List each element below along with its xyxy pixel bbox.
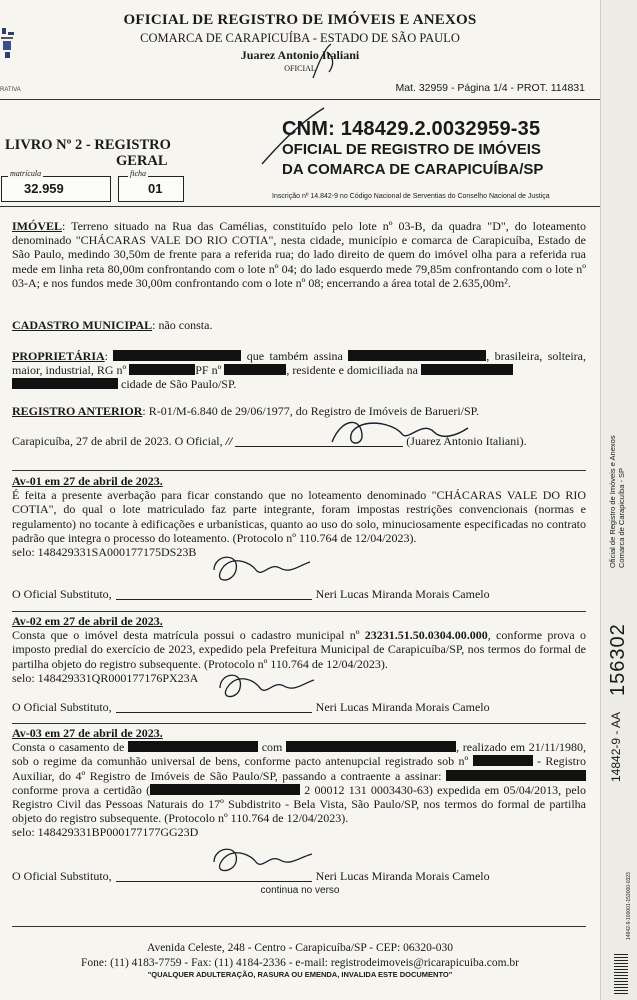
continua-no-verso: continua no verso bbox=[260, 885, 340, 896]
office-subtitle: COMARCA DE CARAPICUÍBA - ESTADO DE SÃO PAULO bbox=[140, 31, 460, 45]
footer-divider bbox=[12, 926, 586, 927]
opening-place-date: Carapicuíba, 27 de abril de 2023. O Oficial, bbox=[12, 434, 223, 448]
redacted-block bbox=[224, 364, 286, 375]
redacted-block bbox=[348, 350, 486, 361]
footer-contact: Fone: (11) 4183-7759 - Fax: (11) 4184-2336 - e-mail: registrodeimoveis@ricarapicuiba.com.br bbox=[81, 957, 519, 969]
registro-anterior-label: REGISTRO ANTERIOR bbox=[12, 404, 143, 418]
officer-role: OFICIAL bbox=[284, 64, 316, 73]
side-office-line2: Comarca de Carapicuíba - SP bbox=[617, 467, 626, 568]
av01-sign-label: O Oficial Substituto, bbox=[12, 587, 112, 601]
opening-paragraph bbox=[12, 434, 586, 448]
side-code: 14842-9 - AA bbox=[609, 711, 623, 782]
proprietaria-label: PROPRIETÁRIA bbox=[12, 349, 105, 363]
imovel-label: IMÓVEL bbox=[12, 219, 63, 233]
proprietaria-text-2: que também assina bbox=[246, 349, 343, 363]
proprietaria-text-6: , residente e domiciliada na bbox=[286, 363, 418, 378]
av03-title: Av-03 em 27 de abril de 2023. bbox=[12, 726, 163, 740]
cnm-office-line1: OFICIAL DE REGISTRO DE IMÓVEIS bbox=[282, 141, 541, 158]
proprietaria-text-3: , brasileira, bbox=[486, 349, 543, 363]
av02-selo: selo: 148429331QR000177176PX23A bbox=[12, 670, 199, 685]
av02-title: Av-02 em 27 de abril de 2023. bbox=[12, 614, 163, 628]
footer-warning: "QUALQUER ADULTERAÇÃO, RASURA OU EMENDA, INVALIDA ESTE DOCUMENTO" bbox=[147, 970, 453, 979]
av03-entry bbox=[12, 726, 586, 840]
av03-signature-line bbox=[116, 881, 312, 882]
av01-entry bbox=[12, 474, 586, 559]
footer-address: Avenida Celeste, 248 - Centro - Carapicuíba/SP - CEP: 06320-030 bbox=[147, 942, 453, 954]
av01-title: Av-01 em 27 de abril de 2023. bbox=[12, 474, 163, 488]
matricula-label: matrícula bbox=[10, 169, 42, 178]
header-signature bbox=[305, 42, 345, 80]
proprietaria-paragraph bbox=[12, 349, 586, 392]
opening-signer: (Juarez Antonio Italiani). bbox=[406, 434, 527, 448]
imovel-text: : Terreno situado na Rua das Camélias, constituído pelo lote nº 03-B, da quadra "D", do loteamento denominado "CHÁCARAS VALE DO RIO COTIA", nesta cidade, município e comarca de Carapicuíba, Estado de São Paulo, medindo 30,50m de frente para a referida rua; do lado direito de quem do imóvel olha para a referida rua mede em linha reta 80,00m confrontando com o lote nº 04; do lado esquerdo mede 79,85m confrontando com o lote nº 03-A; e nos fundos mede 30,00m confrontando com o lote nº 08; encerrando a área total de 2.635,00m². bbox=[12, 219, 586, 290]
opening-mark: // bbox=[225, 434, 233, 448]
matricula-value: 32.959 bbox=[24, 181, 64, 196]
av02-body-b: , conforme prova o imposto predial do exercício de 2023, expedido pela Prefeitura Municipal de Carapicuíba/SP, nos termos do formal de partilha objeto do registro subsequente. (Protocolo nº 110.764 de 12/04/2023). bbox=[12, 628, 586, 671]
redacted-block bbox=[286, 741, 456, 752]
av02-signature-line bbox=[116, 712, 312, 713]
av02-sign-name: Neri Lucas Miranda Morais Camelo bbox=[315, 700, 490, 714]
side-tiny-code: 14842-9-100001-153000-0323 bbox=[626, 872, 632, 940]
av02-body-a: Consta que o imóvel desta matrícula possui o cadastro municipal nº bbox=[12, 628, 365, 643]
entry-divider bbox=[12, 723, 586, 724]
redacted-block bbox=[150, 784, 300, 795]
officer-name: Juarez Antonio Italiani bbox=[240, 48, 360, 62]
ficha-label: ficha bbox=[130, 169, 146, 178]
av03-text-2: com bbox=[261, 740, 283, 755]
av03-text-3: , realizado em 21/11/1980, sob o regime da comunhão universal de bens, conforme pacto antenupcial registrado sob nº bbox=[12, 740, 586, 769]
matricula-page-protocol: Mat. 32959 - Página 1/4 - PROT. 114831 bbox=[395, 82, 585, 94]
ficha-value: 01 bbox=[148, 181, 163, 196]
registro-anterior-text: : R-01/M-6.840 de 29/06/1977, do Registro de Imóveis de Barueri/SP. bbox=[142, 404, 480, 418]
redacted-block bbox=[113, 350, 241, 361]
registro-anterior-paragraph bbox=[12, 404, 586, 418]
substitute-signature bbox=[200, 548, 320, 590]
av03-text-5: conforme prova a certidão ( bbox=[12, 782, 151, 797]
av03-sign-label: O Oficial Substituto, bbox=[12, 869, 112, 883]
redacted-block bbox=[129, 364, 195, 375]
av03-sign-name: Neri Lucas Miranda Morais Camelo bbox=[315, 869, 490, 883]
cadastro-paragraph bbox=[12, 318, 586, 332]
side-office-name bbox=[608, 435, 626, 568]
entry-divider bbox=[12, 470, 586, 471]
redacted-block bbox=[12, 378, 118, 389]
header-divider bbox=[0, 99, 600, 100]
av03-selo: selo: 148429331BP000177177GG23D bbox=[12, 825, 199, 840]
geral-label: GERAL bbox=[116, 153, 168, 169]
av02-cadastro-number: 23231.51.50.0304.00.000 bbox=[364, 628, 488, 643]
av03-text-4: - Registro Auxiliar, do 4º Registro de Imóveis de São Paulo/SP, passando a contraente a assinar: bbox=[12, 754, 587, 783]
office-title: OFICIAL DE REGISTRO DE IMÓVEIS E ANEXOS bbox=[123, 12, 477, 28]
imovel-paragraph bbox=[12, 219, 586, 290]
proprietaria-text-5: PF nº bbox=[195, 363, 222, 378]
official-signature bbox=[322, 412, 472, 452]
cadastro-text: : não consta. bbox=[152, 318, 213, 332]
proprietaria-text-4: solteira, maior, industrial, RG nº bbox=[12, 349, 587, 378]
cnm-office-line2: DA COMARCA DE CARAPICUÍBA/SP bbox=[282, 161, 544, 178]
redacted-block bbox=[473, 755, 533, 766]
proprietaria-text-7: cidade de São Paulo/SP. bbox=[121, 377, 237, 392]
entry-divider bbox=[12, 611, 586, 612]
av03-sign-line bbox=[12, 869, 586, 883]
cns-inscription: Inscrição nº 14.842-9 no Código Nacional de Serventias do Conselho Nacional de Justiça bbox=[272, 193, 550, 200]
side-office-line1: Oficial de Registro de Imóveis e Anexos bbox=[608, 435, 617, 568]
av03-text-1: Consta o casamento de bbox=[12, 740, 125, 755]
cadastro-label: CADASTRO MUNICIPAL bbox=[12, 318, 153, 332]
av02-sign-label: O Oficial Substituto, bbox=[12, 700, 112, 714]
book-divider bbox=[0, 206, 600, 207]
cnm-code: CNM: 148429.2.0032959-35 bbox=[282, 118, 541, 140]
side-number: 156302 bbox=[607, 623, 629, 696]
av03-text-6: 2 00012 131 0003430-63) expedida em 05/04/2013, pelo Registro Civil das Pessoas Naturais do 17º Subdistrito - Bela Vista, São Paulo/SP, nos termos do formal de partilha objeto do registro subsequente. (Protocolo nº 110.764 de 12/04/2023). bbox=[12, 782, 586, 826]
av01-sign-name: Neri Lucas Miranda Morais Camelo bbox=[315, 587, 490, 601]
av01-body: É feita a presente averbação para ficar constando que no loteamento denominado "CHÁCARAS VALE DO RIO COTIA", do qual o lote matriculado faz parte integrante, foram impostas restrições convencionais (normas e regulamento) no tocante à edificações e urbanísticas, quanto ao uso do solo, minuciosamente especificadas no contrato padrão que integra o processo do loteamento. (Protocolo nº 110.764 de 12/04/2023). bbox=[12, 488, 586, 545]
av01-sign-line bbox=[12, 587, 586, 601]
proprietaria-text-1: : bbox=[104, 349, 109, 363]
livro-label: LIVRO Nº 2 - REGISTRO bbox=[5, 137, 171, 153]
redacted-block bbox=[446, 770, 586, 781]
redacted-block bbox=[128, 741, 258, 752]
side-barcode bbox=[614, 954, 628, 994]
logo-caption: RATIVA bbox=[0, 87, 21, 93]
av01-selo: selo: 148429331SA000177175DS23B bbox=[12, 545, 197, 560]
av01-signature-line bbox=[116, 599, 312, 600]
redacted-block bbox=[421, 364, 513, 375]
av02-sign-line bbox=[12, 700, 586, 714]
